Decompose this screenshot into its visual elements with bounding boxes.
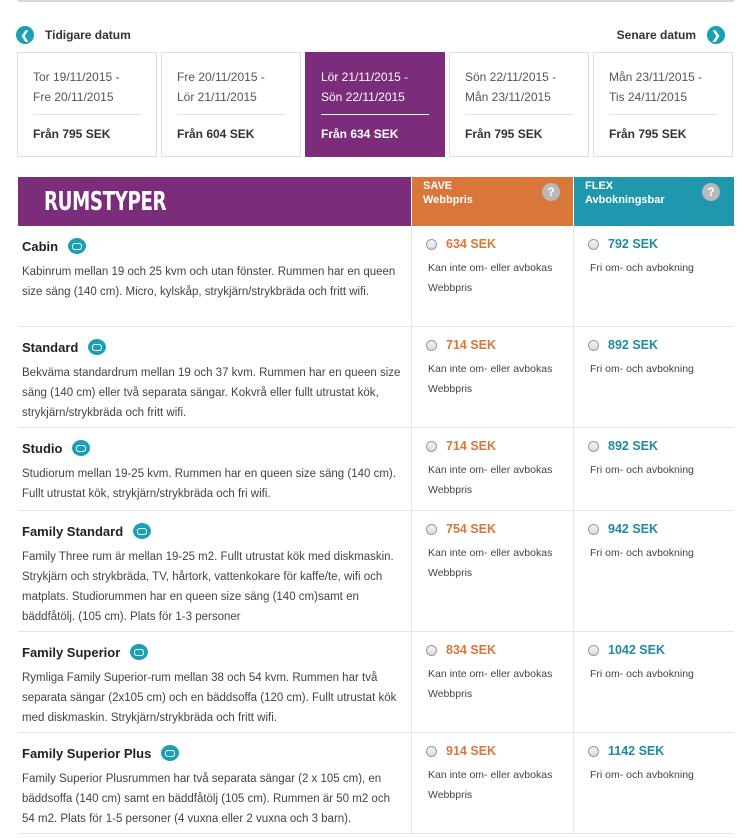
next-dates-link[interactable] <box>617 24 725 46</box>
chevron-left-icon[interactable]: ❮ <box>16 26 34 44</box>
flex-rate-label: FLEX Avbokningsbar <box>585 180 665 206</box>
chat-bubble-icon[interactable] <box>72 440 90 456</box>
flex-price: 892 SEK <box>608 439 659 453</box>
flex-rate-option[interactable] <box>588 236 734 252</box>
date-range: Lör 21/11/2015 - Sön 22/11/2015 <box>321 67 429 115</box>
date-card[interactable] <box>449 52 589 157</box>
chat-bubble-icon[interactable] <box>68 238 86 254</box>
room-name: Cabin <box>22 236 401 256</box>
date-price: Från 634 SEK <box>321 127 399 141</box>
room-row <box>18 511 734 632</box>
save-conditions: Kan inte om- eller avbokas Webbpris <box>428 547 553 579</box>
save-price: 754 SEK <box>446 522 497 536</box>
save-price: 914 SEK <box>446 744 497 758</box>
save-rate-header <box>412 177 573 226</box>
flex-rate-cell <box>575 327 734 427</box>
flex-conditions: Fri om- och avbokning <box>590 547 694 559</box>
chevron-right-icon[interactable]: ❯ <box>707 26 725 44</box>
room-name: Family Standard <box>22 521 401 541</box>
room-types-title: RUMSTYPER <box>44 187 167 217</box>
room-info <box>18 632 412 732</box>
date-card[interactable] <box>17 52 157 157</box>
room-row <box>18 327 734 428</box>
room-description: Kabinrum mellan 19 och 25 kvm och utan fönster. Rummen har en queen size säng (140 cm). Micro, kylskåp, strykjärn/strykbräda och fritt wifi. <box>22 266 396 298</box>
date-card[interactable] <box>593 52 733 157</box>
room-row <box>18 733 734 834</box>
room-info <box>18 511 412 631</box>
radio-button[interactable] <box>426 645 437 656</box>
flex-price: 1042 SEK <box>608 643 665 657</box>
flex-rate-option[interactable] <box>588 521 734 537</box>
date-price: Från 795 SEK <box>33 127 111 141</box>
save-rate-cell <box>413 428 574 510</box>
room-name: Family Superior Plus <box>22 743 401 763</box>
flex-conditions: Fri om- och avbokning <box>590 464 694 476</box>
flex-rate-option[interactable] <box>588 337 734 353</box>
room-row <box>18 632 734 733</box>
previous-dates-link[interactable] <box>16 24 131 46</box>
room-list <box>18 226 734 834</box>
radio-button[interactable] <box>588 645 599 656</box>
save-price: 834 SEK <box>446 643 497 657</box>
save-rate-option[interactable] <box>426 337 573 353</box>
save-price: 714 SEK <box>446 439 497 453</box>
save-conditions: Kan inte om- eller avbokas Webbpris <box>428 262 553 294</box>
save-conditions: Kan inte om- eller avbokas Webbpris <box>428 464 553 496</box>
flex-price: 942 SEK <box>608 522 659 536</box>
room-description: Studiorum mellan 19-25 kvm. Rummen har en queen size säng (140 cm). Fullt utrustat kök, strykjärn/strykbräda och fri wifi. <box>22 468 396 500</box>
flex-rate-header <box>574 177 734 226</box>
save-rate-cell <box>413 327 574 427</box>
flex-conditions: Fri om- och avbokning <box>590 668 694 680</box>
room-info <box>18 327 412 427</box>
date-card-selected[interactable] <box>305 52 445 157</box>
save-price: 714 SEK <box>446 338 497 352</box>
chat-bubble-icon[interactable] <box>133 523 151 539</box>
save-rate-option[interactable] <box>426 521 573 537</box>
date-range: Mån 23/11/2015 - Tis 24/11/2015 <box>609 67 717 115</box>
room-info <box>18 226 412 326</box>
flex-rate-cell <box>575 226 734 326</box>
date-card[interactable] <box>161 52 301 157</box>
save-rate-option[interactable] <box>426 438 573 454</box>
flex-conditions: Fri om- och avbokning <box>590 363 694 375</box>
radio-button[interactable] <box>588 441 599 452</box>
flex-price: 1142 SEK <box>608 744 665 758</box>
radio-button[interactable] <box>588 340 599 351</box>
save-conditions: Kan inte om- eller avbokas Webbpris <box>428 668 553 700</box>
save-rate-cell <box>413 632 574 732</box>
save-rate-option[interactable] <box>426 743 573 759</box>
help-icon[interactable]: ? <box>702 183 720 201</box>
flex-price: 792 SEK <box>608 237 659 251</box>
next-dates-label[interactable]: Senare datum <box>616 28 696 42</box>
room-name: Family Superior <box>22 642 401 662</box>
radio-button[interactable] <box>426 340 437 351</box>
save-rate-cell <box>413 226 574 326</box>
radio-button[interactable] <box>588 239 599 250</box>
flex-rate-option[interactable] <box>588 743 734 759</box>
save-rate-option[interactable] <box>426 642 573 658</box>
flex-rate-option[interactable] <box>588 642 734 658</box>
room-row <box>18 226 734 327</box>
date-price: Från 604 SEK <box>177 127 255 141</box>
previous-dates-label[interactable]: Tidigare datum <box>45 28 131 42</box>
help-icon[interactable]: ? <box>542 183 560 201</box>
room-name: Standard <box>22 337 401 357</box>
radio-button[interactable] <box>426 746 437 757</box>
top-divider <box>18 0 734 2</box>
flex-rate-option[interactable] <box>588 438 734 454</box>
flex-rate-cell <box>575 428 734 510</box>
radio-button[interactable] <box>426 441 437 452</box>
radio-button[interactable] <box>426 524 437 535</box>
save-rate-cell <box>413 511 574 631</box>
flex-price: 892 SEK <box>608 338 659 352</box>
room-info <box>18 428 412 510</box>
room-name: Studio <box>22 438 401 458</box>
save-rate-option[interactable] <box>426 236 573 252</box>
room-info <box>18 733 412 833</box>
date-range: Tor 19/11/2015 - Fre 20/11/2015 <box>33 67 141 115</box>
save-conditions: Kan inte om- eller avbokas Webbpris <box>428 769 553 801</box>
chat-bubble-icon[interactable] <box>161 745 179 761</box>
chat-bubble-icon[interactable] <box>88 339 106 355</box>
room-description: Bekväma standardrum mellan 19 och 37 kvm. Rummen har en queen size säng (140 cm) eller två separata sängar. Kokvrå eller fullt utrustat kök, strykjärn/strykbräda och fritt wifi. <box>22 367 401 419</box>
radio-button[interactable] <box>426 239 437 250</box>
room-description: Rymliga Family Superior-rum mellan 38 och 54 kvm. Rummen har två separata sängar (2x105 cm) och en bäddsoffa (120 cm). Fullt utrustat kök med diskmaskin. Strykjärn/strykbräda och fritt wifi. <box>22 672 397 724</box>
flex-rate-cell <box>575 632 734 732</box>
save-rate-label: SAVE Webbpris <box>423 180 473 206</box>
flex-conditions: Fri om- och avbokning <box>590 769 694 781</box>
room-row <box>18 428 734 511</box>
flex-rate-cell <box>575 733 734 833</box>
flex-rate-cell <box>575 511 734 631</box>
radio-button[interactable] <box>588 524 599 535</box>
date-price: Från 795 SEK <box>609 127 687 141</box>
save-price: 634 SEK <box>446 237 497 251</box>
room-description: Family Three rum är mellan 19-25 m2. Fullt utrustat kök med diskmaskin. Strykjärn och strykbräda, TV, hårtork, vattenkokare för kaffe/te, wifi och matplats. Studiorummen har en queen size säng (140 cm)samt en bäddfåtölj. (105 cm). Plats för 1-3 personer <box>22 551 394 623</box>
radio-button[interactable] <box>588 746 599 757</box>
room-types-header <box>18 177 411 226</box>
chat-bubble-icon[interactable] <box>130 644 148 660</box>
flex-conditions: Fri om- och avbokning <box>590 262 694 274</box>
room-description: Family Superior Plusrummen har två separata sängar (2 x 105 cm), en bäddsoffa (140 cm) samt en bäddfåtölj (105 cm). Rummen är 50 m2 och 54 m2. Plats för 1-5 personer (4 vuxna eller 2 vuxna och 3 barn). <box>22 773 390 825</box>
date-price: Från 795 SEK <box>465 127 543 141</box>
save-conditions: Kan inte om- eller avbokas Webbpris <box>428 363 553 395</box>
save-rate-cell <box>413 733 574 833</box>
date-range: Sön 22/11/2015 - Mån 23/11/2015 <box>465 67 573 115</box>
date-selector <box>17 52 734 157</box>
date-range: Fre 20/11/2015 - Lör 21/11/2015 <box>177 67 285 115</box>
